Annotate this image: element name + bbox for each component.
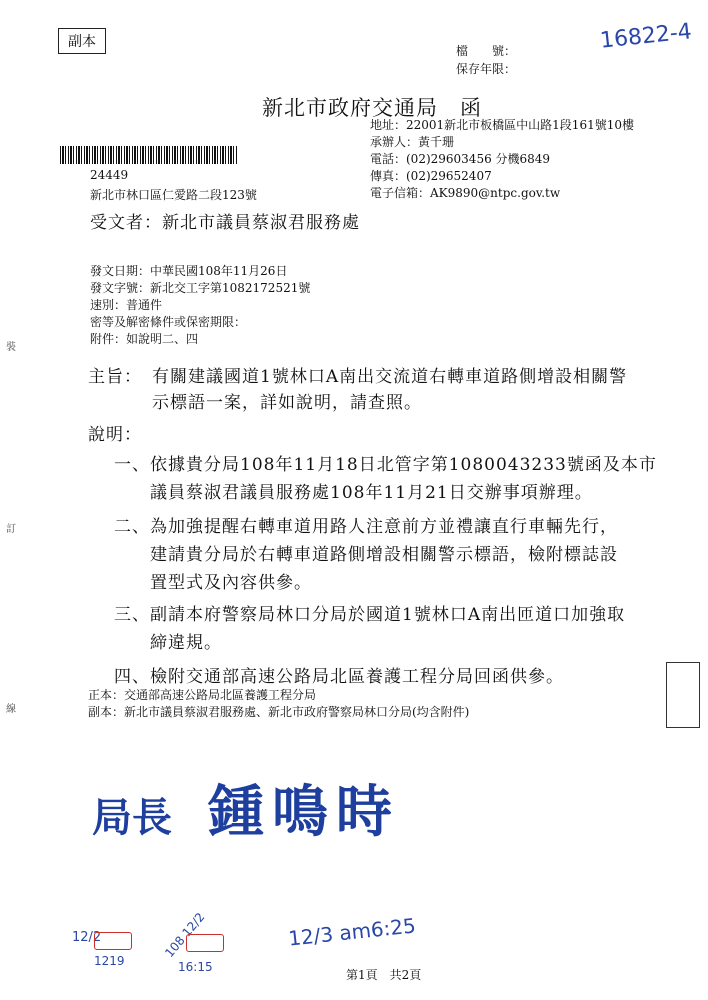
item-line: 依據貴分局108年11月18日北管字第1080043233號函及本市 xyxy=(150,455,657,475)
received-stamp-graphic xyxy=(186,934,224,952)
cc-copy: 副本：新北市議員蔡淑君服務處、新北市政府警察局林口分局(均含附件) xyxy=(88,705,470,719)
subject-line: 示標語一案，詳如說明，請查照。 xyxy=(152,393,422,413)
copy-label: 副本 xyxy=(58,28,106,54)
handwritten-date: 108 12/2 xyxy=(162,909,208,961)
handwritten-note: 12/3 am6:25 xyxy=(287,913,417,951)
item-number: 二、 xyxy=(114,517,150,537)
agency-title: 新北市政府交通局 函 xyxy=(262,96,482,120)
speed-class: 速別：普通件 xyxy=(90,298,163,312)
subject-label: 主旨： xyxy=(88,367,142,387)
item-line: 為加強提醒右轉車道用路人注意前方並禮讓直行車輛先行， xyxy=(150,517,618,537)
item-line: 檢附交通部高速公路局北區養護工程分局回函供參。 xyxy=(150,667,564,687)
item-line: 建請貴分局於右轉車道路側增設相關警示標語，檢附標誌設 xyxy=(150,545,618,565)
secrecy-level: 密等及解密條件或保密期限： xyxy=(90,315,247,329)
retention-label: 保存年限： xyxy=(456,62,517,76)
signature-name: 鍾鳴時 xyxy=(208,780,400,845)
recipient-address: 新北市林口區仁愛路二段123號 xyxy=(90,188,257,202)
postal-code: 24449 xyxy=(90,168,129,182)
contact-fax: 傳真：(02)29652407 xyxy=(370,169,492,183)
recipient: 受文者：新北市議員蔡淑君服務處 xyxy=(90,213,360,233)
cc-main: 正本：交通部高速公路局北區養護工程分局 xyxy=(88,688,317,702)
received-stamp-graphic xyxy=(94,932,132,950)
handwritten-date: 12/2 xyxy=(72,930,102,945)
subject-line: 有關建議國道1號林口A南出交流道右轉車道路側增設相關警 xyxy=(152,367,628,387)
margin-char: 裝 xyxy=(6,342,16,353)
barcode-graphic xyxy=(60,146,238,164)
signature-title: 局長 xyxy=(92,795,172,841)
item-number: 三、 xyxy=(114,605,150,625)
item-number: 一、 xyxy=(114,455,150,475)
item-line: 議員蔡淑君議員服務處108年11月21日交辦事項辦理。 xyxy=(150,483,593,503)
item-line: 置型式及內容供參。 xyxy=(150,573,312,593)
margin-char: 線 xyxy=(6,704,16,715)
contact-email: 電子信箱：AK9890@ntpc.gov.tw xyxy=(370,186,561,200)
handwritten-date: 1219 xyxy=(94,954,125,968)
attachment-note: 附件：如說明二、四 xyxy=(90,332,199,346)
item-line: 締違規。 xyxy=(150,633,222,653)
contact-phone: 電話：(02)29603456 分機6849 xyxy=(370,152,551,166)
handwritten-number: 16822-4 xyxy=(598,19,693,54)
issue-date: 發文日期：中華民國108年11月26日 xyxy=(90,264,288,278)
margin-char: 訂 xyxy=(6,524,16,535)
document-number: 發文字號：新北交工字第1082172521號 xyxy=(90,281,311,295)
file-number-label: 檔 號： xyxy=(456,44,517,58)
contact-address: 地址：22001新北市板橋區中山路1段161號10樓 xyxy=(370,118,634,132)
handwritten-date: 16:15 xyxy=(178,960,213,974)
contact-handler: 承辦人：黃千珊 xyxy=(370,135,455,149)
item-number: 四、 xyxy=(114,667,150,687)
side-stamp-graphic xyxy=(666,662,700,728)
explanation-label: 說明： xyxy=(88,425,142,445)
page-footer: 第1頁 共2頁 xyxy=(346,968,422,982)
item-line: 副請本府警察局林口分局於國道1號林口A南出匝道口加強取 xyxy=(150,605,626,625)
